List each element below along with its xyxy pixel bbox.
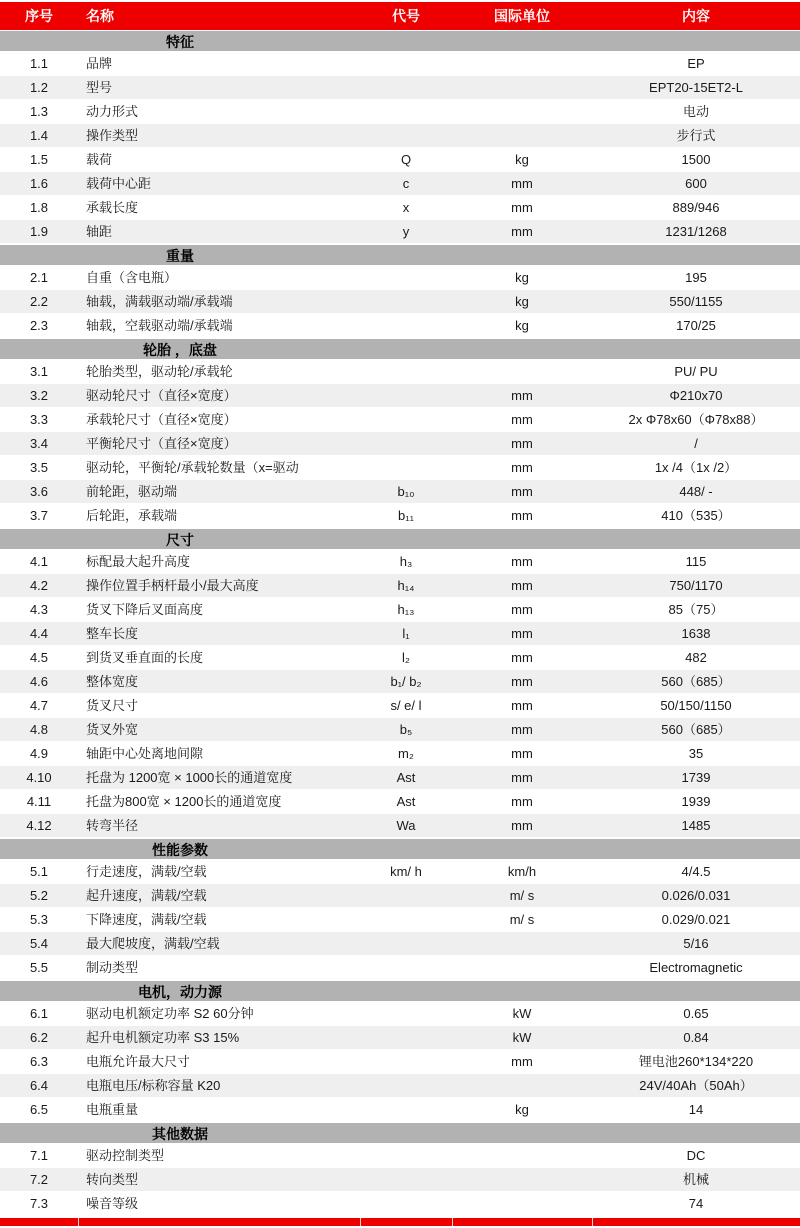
table-row <box>0 1050 800 1074</box>
row-name: 操作位置手柄杆最小/最大高度 <box>86 578 259 593</box>
col-header-no: 序号 <box>25 8 53 24</box>
row-no: 3.1 <box>29 364 49 379</box>
row-name: 承载轮尺寸（直径×宽度） <box>86 412 237 427</box>
row-no: 3.2 <box>29 388 49 403</box>
row-no: 4.12 <box>26 818 52 833</box>
row-no: 3.5 <box>29 460 49 475</box>
table-row <box>0 432 800 456</box>
row-name: 托盘为800宽 × 1200长的通道宽度 <box>86 794 282 809</box>
row-value: 50/150/1150 <box>660 698 732 713</box>
table-row <box>0 790 800 814</box>
row-value: 0.65 <box>683 1006 709 1021</box>
row-name: 托盘为 1200宽 × 1000长的通道宽度 <box>86 770 293 785</box>
row-no: 6.3 <box>29 1054 49 1069</box>
row-name: 起升速度，满载/空载 <box>86 888 207 903</box>
row-code: km/ h <box>390 864 422 879</box>
row-code <box>360 124 452 147</box>
table-row <box>0 456 800 480</box>
row-value: Φ210x70 <box>669 388 723 403</box>
row-code <box>360 290 452 313</box>
row-unit: kW <box>512 1006 532 1021</box>
row-unit: kg <box>515 294 529 309</box>
row-unit: km/h <box>507 864 537 879</box>
row-value: 1739 <box>681 770 711 785</box>
row-code: x <box>402 200 410 215</box>
row-value: 步行式 <box>676 128 716 143</box>
row-code <box>360 1050 452 1073</box>
table-row <box>0 766 800 790</box>
table-row <box>0 1074 800 1098</box>
row-unit <box>452 1168 592 1191</box>
table-row <box>0 408 800 432</box>
row-value: 35 <box>688 746 704 761</box>
row-unit: mm <box>511 698 533 713</box>
section-header-row <box>0 338 800 360</box>
row-value: 1485 <box>681 818 711 833</box>
row-code <box>360 52 452 75</box>
table-row <box>0 718 800 742</box>
row-code <box>360 932 452 955</box>
table-row <box>0 148 800 172</box>
row-unit: m/ s <box>509 888 535 903</box>
row-unit: mm <box>511 412 533 427</box>
row-code <box>360 956 452 979</box>
row-code <box>360 432 452 455</box>
row-no: 3.7 <box>29 508 49 523</box>
row-no: 5.1 <box>29 864 49 879</box>
row-code <box>360 456 452 479</box>
row-unit <box>452 100 592 123</box>
row-value: 1x /4（1x /2） <box>654 460 738 475</box>
row-name: 制动类型 <box>86 960 139 975</box>
row-no: 1.6 <box>29 176 49 191</box>
row-unit: mm <box>511 388 533 403</box>
row-code: b₁₁ <box>397 508 414 523</box>
row-value: 170/25 <box>676 318 716 333</box>
row-no: 1.2 <box>29 80 49 95</box>
row-name: 载荷 <box>86 152 113 167</box>
row-value: 1500 <box>681 152 711 167</box>
row-unit: mm <box>511 436 533 451</box>
row-no: 7.1 <box>29 1148 49 1163</box>
row-value: EP <box>687 56 705 71</box>
row-value: 锂电池260*134*220 <box>638 1054 754 1069</box>
row-no: 2.1 <box>29 270 49 285</box>
row-name: 轴距 <box>86 224 113 239</box>
section-title: 尺寸 <box>166 532 194 548</box>
row-no: 1.1 <box>29 56 49 71</box>
row-code <box>360 314 452 337</box>
row-unit: kg <box>515 152 529 167</box>
row-unit: mm <box>511 650 533 665</box>
table-row <box>0 1002 800 1026</box>
row-value: 0.029/0.021 <box>661 912 731 927</box>
row-no: 2.2 <box>29 294 49 309</box>
row-name: 驱动轮，平衡轮/承载轮数量（x=驱动 <box>86 460 299 475</box>
row-value: 14 <box>688 1102 704 1117</box>
row-name: 驱动控制类型 <box>86 1148 165 1163</box>
row-name: 轴载，空载驱动端/承载端 <box>86 318 233 333</box>
row-unit: mm <box>511 1054 533 1069</box>
table-row <box>0 52 800 76</box>
row-name: 平衡轮尺寸（直径×宽度） <box>86 436 237 451</box>
row-no: 1.3 <box>29 104 49 119</box>
row-value: Electromagnetic <box>649 960 743 975</box>
table-header-row <box>0 2 800 30</box>
row-value: 74 <box>688 1196 704 1211</box>
row-name: 标配最大起升高度 <box>86 554 191 569</box>
row-no: 5.2 <box>29 888 49 903</box>
row-no: 4.8 <box>29 722 49 737</box>
row-code: Q <box>400 152 412 167</box>
row-code <box>360 1168 452 1191</box>
row-name: 前轮距，驱动端 <box>86 484 178 499</box>
section-title: 轮胎 ，底盘 <box>143 342 217 358</box>
row-value: 机械 <box>682 1172 709 1187</box>
row-no: 6.2 <box>29 1030 49 1045</box>
table-row <box>0 860 800 884</box>
table-row <box>0 172 800 196</box>
row-code <box>360 1002 452 1025</box>
row-code <box>360 76 452 99</box>
section-title: 性能参数 <box>152 842 208 858</box>
row-code: m₂ <box>398 746 414 761</box>
footer-segment <box>452 1218 592 1226</box>
row-no: 5.4 <box>29 936 49 951</box>
row-unit: mm <box>511 794 533 809</box>
footer-segment <box>592 1218 800 1226</box>
row-unit: kW <box>512 1030 532 1045</box>
row-name: 动力形式 <box>86 104 139 119</box>
table-row <box>0 932 800 956</box>
row-code <box>360 266 452 289</box>
row-no: 1.5 <box>29 152 49 167</box>
table-row <box>0 956 800 980</box>
table-row <box>0 220 800 244</box>
footer-bar <box>0 1218 800 1226</box>
row-unit: mm <box>511 770 533 785</box>
row-unit: kg <box>515 318 529 333</box>
row-unit: mm <box>511 200 533 215</box>
row-name: 轴距中心处离地间隙 <box>86 746 204 761</box>
section-header-row <box>0 980 800 1002</box>
row-code: b₁₀ <box>397 484 415 499</box>
row-unit: mm <box>511 602 533 617</box>
section-header-row <box>0 528 800 550</box>
row-no: 3.3 <box>29 412 49 427</box>
table-row <box>0 290 800 314</box>
table-row <box>0 196 800 220</box>
row-no: 4.6 <box>29 674 49 689</box>
row-name: 货叉外宽 <box>86 722 139 737</box>
row-value: 0.84 <box>683 1030 709 1045</box>
row-unit: mm <box>511 176 533 191</box>
row-no: 4.10 <box>26 770 52 785</box>
row-name: 电瓶电压/标称容量 K20 <box>86 1078 221 1093</box>
row-code <box>360 360 452 383</box>
section-header-row <box>0 30 800 52</box>
row-code: b₅ <box>399 722 413 737</box>
row-name: 货叉尺寸 <box>86 698 139 713</box>
row-no: 4.2 <box>29 578 49 593</box>
row-unit <box>452 76 592 99</box>
row-value: 889/946 <box>672 200 720 215</box>
row-name: 货叉下降后叉面高度 <box>86 602 204 617</box>
row-value: 5/16 <box>683 936 709 951</box>
row-code: h₁₃ <box>397 602 415 617</box>
row-code: h₁₄ <box>397 578 415 593</box>
row-unit <box>452 124 592 147</box>
row-unit: mm <box>511 674 533 689</box>
row-value: 448/ - <box>679 484 713 499</box>
row-unit: mm <box>511 554 533 569</box>
row-name: 驱动轮尺寸（直径×宽度） <box>86 388 237 403</box>
row-code <box>360 408 452 431</box>
row-value: PU/ PU <box>674 364 718 379</box>
row-no: 6.4 <box>29 1078 49 1093</box>
row-name: 整体宽度 <box>86 674 139 689</box>
table-row <box>0 1168 800 1192</box>
row-value: 85（75） <box>668 602 724 617</box>
row-no: 4.5 <box>29 650 49 665</box>
row-code <box>360 884 452 907</box>
table-row <box>0 622 800 646</box>
table-row <box>0 266 800 290</box>
row-value: 0.026/0.031 <box>661 888 731 903</box>
rows-container <box>0 30 800 1216</box>
table-row <box>0 76 800 100</box>
row-no: 1.9 <box>29 224 49 239</box>
table-row <box>0 550 800 574</box>
table-row <box>0 1192 800 1216</box>
row-unit: mm <box>511 722 533 737</box>
footer-segment <box>78 1218 360 1226</box>
section-title: 电机，动力源 <box>138 984 222 1000</box>
table-row <box>0 1144 800 1168</box>
row-unit: mm <box>511 484 533 499</box>
row-name: 转弯半径 <box>86 818 139 833</box>
row-value: 750/1170 <box>669 578 723 593</box>
row-code <box>360 1192 452 1215</box>
row-value: 195 <box>685 270 707 285</box>
row-code <box>360 908 452 931</box>
row-name: 驱动电机额定功率 S2 60分钟 <box>86 1006 254 1021</box>
table-row <box>0 100 800 124</box>
row-unit <box>452 1074 592 1097</box>
section-title: 重量 <box>166 248 194 264</box>
row-no: 6.1 <box>29 1006 49 1021</box>
table-row <box>0 908 800 932</box>
row-value: DC <box>686 1148 706 1163</box>
row-unit: mm <box>511 460 533 475</box>
col-header-code: 代号 <box>392 8 420 24</box>
table-row <box>0 1098 800 1122</box>
row-code <box>360 1144 452 1167</box>
table-row <box>0 598 800 622</box>
row-code <box>360 1098 452 1121</box>
row-name: 载荷中心距 <box>86 176 152 191</box>
row-no: 5.5 <box>29 960 49 975</box>
row-code: l₂ <box>402 650 410 665</box>
row-unit <box>452 932 592 955</box>
section-header-row <box>0 1122 800 1144</box>
row-unit <box>452 956 592 979</box>
row-name: 噪音等级 <box>86 1196 139 1211</box>
row-name: 自重（含电瓶） <box>86 270 178 285</box>
row-code: Wa <box>396 818 416 833</box>
row-value: 560（685） <box>661 722 731 737</box>
row-name: 到货叉垂直面的长度 <box>86 650 204 665</box>
row-value: 4/4.5 <box>681 864 711 879</box>
table-row <box>0 670 800 694</box>
row-no: 4.3 <box>29 602 49 617</box>
row-no: 4.9 <box>29 746 49 761</box>
row-value: 600 <box>685 176 707 191</box>
col-header-name: 名称 <box>86 8 114 24</box>
footer-segment <box>360 1218 452 1226</box>
footer-segment <box>0 1218 78 1226</box>
section-title: 特征 <box>166 34 194 50</box>
row-no: 2.3 <box>29 318 49 333</box>
row-unit <box>452 1144 592 1167</box>
row-no: 1.8 <box>29 200 49 215</box>
row-value: / <box>694 436 698 451</box>
row-no: 4.7 <box>29 698 49 713</box>
table-row <box>0 384 800 408</box>
row-code <box>360 100 452 123</box>
row-code: l₁ <box>402 626 410 641</box>
row-unit: mm <box>511 508 533 523</box>
row-no: 5.3 <box>29 912 49 927</box>
row-value: 2x Φ78x60（Φ78x88） <box>628 412 764 427</box>
row-unit <box>452 1192 592 1215</box>
row-name: 后轮距，承载端 <box>86 508 178 523</box>
row-code <box>360 1026 452 1049</box>
table-row <box>0 814 800 838</box>
row-code <box>360 384 452 407</box>
row-name: 品牌 <box>86 56 113 71</box>
row-value: 1939 <box>681 794 711 809</box>
row-name: 转向类型 <box>86 1172 139 1187</box>
table-row <box>0 124 800 148</box>
table-row <box>0 1026 800 1050</box>
table-row <box>0 314 800 338</box>
row-no: 3.4 <box>29 436 49 451</box>
table-row <box>0 360 800 384</box>
row-name: 行走速度，满载/空载 <box>86 864 207 879</box>
row-code: Ast <box>396 770 416 785</box>
row-unit: mm <box>511 224 533 239</box>
row-unit: m/ s <box>509 912 535 927</box>
row-name: 下降速度，满载/空载 <box>86 912 207 927</box>
row-unit: kg <box>515 270 529 285</box>
row-name: 操作类型 <box>86 128 139 143</box>
row-name: 承载长度 <box>86 200 139 215</box>
row-value: 1638 <box>681 626 711 641</box>
row-value: 1231/1268 <box>665 224 727 239</box>
row-name: 电瓶允许最大尺寸 <box>86 1054 191 1069</box>
section-header-row <box>0 838 800 860</box>
row-code: s/ e/ l <box>390 698 422 713</box>
row-name: 整车长度 <box>86 626 139 641</box>
row-code: b₁/ b₂ <box>390 674 422 689</box>
row-no: 1.4 <box>29 128 49 143</box>
row-code: y <box>402 224 410 239</box>
row-value: 550/1155 <box>669 294 723 309</box>
row-code: Ast <box>396 794 416 809</box>
row-value: 482 <box>685 650 707 665</box>
row-no: 7.3 <box>29 1196 49 1211</box>
table-row <box>0 574 800 598</box>
section-header-row <box>0 244 800 266</box>
table-row <box>0 742 800 766</box>
table-row <box>0 504 800 528</box>
col-header-unit: 国际单位 <box>494 8 550 24</box>
row-unit <box>452 360 592 383</box>
row-name: 型号 <box>86 80 113 95</box>
col-header-value: 内容 <box>682 8 710 24</box>
row-name: 轮胎类型，驱动轮/承载轮 <box>86 364 233 379</box>
row-unit: kg <box>515 1102 529 1117</box>
row-no: 4.1 <box>29 554 49 569</box>
row-code <box>360 1074 452 1097</box>
row-no: 3.6 <box>29 484 49 499</box>
row-unit: mm <box>511 626 533 641</box>
row-name: 起升电机额定功率 S3 15% <box>86 1030 240 1045</box>
row-value: 560（685） <box>661 674 731 689</box>
row-value: 电动 <box>682 104 709 119</box>
row-unit: mm <box>511 818 533 833</box>
row-value: 410（535） <box>661 508 731 523</box>
row-value: 24V/40Ah（50Ah） <box>639 1078 753 1093</box>
row-no: 6.5 <box>29 1102 49 1117</box>
row-code: h₃ <box>399 554 413 569</box>
section-title: 其他数据 <box>152 1126 208 1142</box>
table-row <box>0 480 800 504</box>
row-value: 115 <box>685 554 707 569</box>
row-unit <box>452 52 592 75</box>
row-no: 7.2 <box>29 1172 49 1187</box>
row-value: EPT20-15ET2-L <box>649 80 743 95</box>
row-name: 轴载，满载驱动端/承载端 <box>86 294 233 309</box>
row-code: c <box>402 176 410 191</box>
row-unit: mm <box>511 578 533 593</box>
row-no: 4.4 <box>29 626 49 641</box>
table-row <box>0 694 800 718</box>
row-name: 最大爬坡度，满载/空载 <box>86 936 220 951</box>
row-unit: mm <box>511 746 533 761</box>
table-row <box>0 646 800 670</box>
table-row <box>0 884 800 908</box>
row-no: 4.11 <box>26 794 52 809</box>
row-name: 电瓶重量 <box>86 1102 139 1117</box>
